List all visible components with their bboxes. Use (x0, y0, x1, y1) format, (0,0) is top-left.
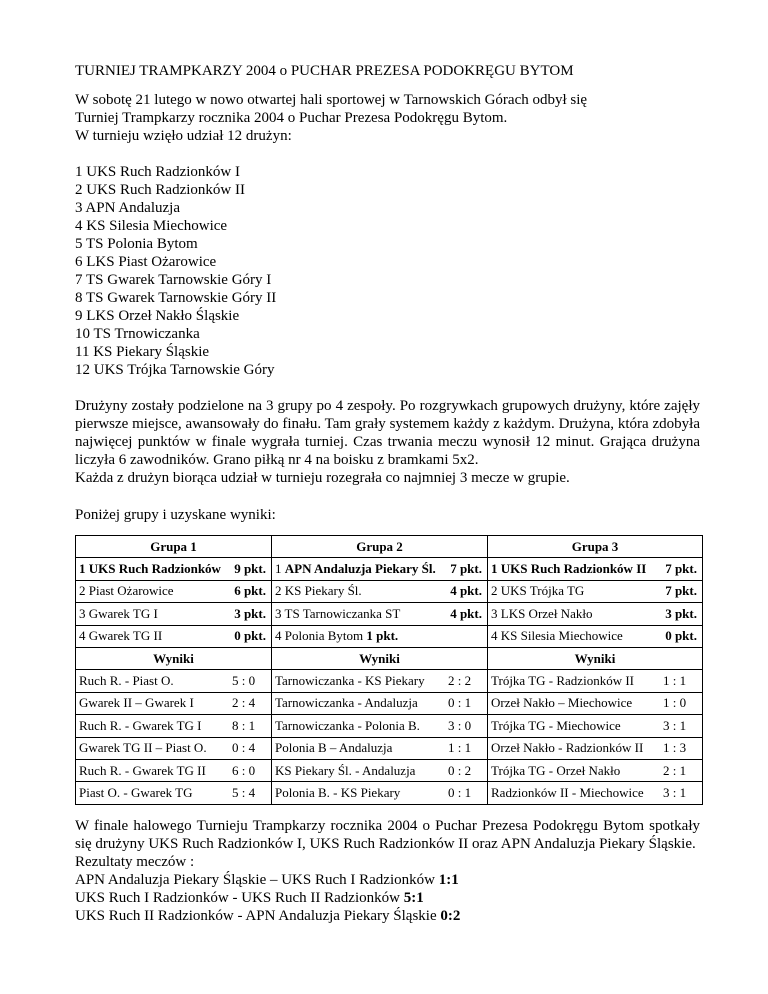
match-name: Piast O. - Gwarek TG (79, 784, 193, 800)
match-score: 0 : 4 (232, 740, 256, 756)
result-entry (491, 785, 699, 801)
result-cell (272, 670, 488, 692)
standings-entry (275, 606, 484, 622)
final-match-score: 0:2 (440, 907, 461, 924)
standings-cell (488, 603, 703, 625)
result-entry (79, 718, 268, 734)
rules-text: Drużyny zostały podzielone na 3 grupy po 4 zespoły. Po rozgrywkach grupowych drużyny, które zajęły pierwsze miejsce, awansowały do finału. Tam grały systemem każdy z każdym. Drużyna, która zdobyła najwięcej punktów w finale wygrała turniej. Czas trwania meczu wynosił 12 minut. Grająca drużyna liczyła 6 zawodników. Grano piłką nr 4 na boisku z bramkami 5x2. (75, 398, 700, 468)
standings-entry (79, 561, 268, 577)
final-match-teams: UKS Ruch II Radzionków - APN Andaluzja Piekary Śląskie (75, 907, 441, 924)
match-name: Gwarek II – Gwarek I (79, 695, 194, 711)
team-list-item: 10 TS Trnowiczanka (75, 326, 200, 342)
standings-entry (491, 606, 699, 622)
final-match-score: 1:1 (438, 871, 459, 888)
result-cell (488, 715, 703, 737)
results-header-row (76, 647, 703, 669)
group-header-row (76, 536, 703, 558)
team-points: 4 pkt. (450, 583, 482, 599)
final-match-score: 5:1 (403, 889, 424, 906)
standings-row (76, 558, 703, 580)
result-entry (275, 763, 484, 779)
match-score: 1 : 0 (663, 695, 687, 711)
result-cell (488, 737, 703, 759)
standings-cell (76, 625, 272, 647)
team-points: 7 pkt. (665, 583, 697, 599)
result-cell (76, 670, 272, 692)
team-name: 2 KS Piekary Śl. (275, 583, 362, 599)
group-header: Grupa 2 (272, 536, 488, 558)
match-score: 3 : 1 (663, 717, 687, 733)
team-list-item: 7 TS Gwarek Tarnowskie Góry I (75, 272, 272, 288)
team-list-item: 5 TS Polonia Bytom (75, 236, 198, 252)
result-row (76, 782, 703, 804)
team-name: APN Andaluzja Piekary Śl. (284, 561, 436, 577)
team-points: 0 pkt. (234, 628, 266, 644)
result-cell (272, 737, 488, 759)
groups-table (75, 535, 703, 805)
result-entry (275, 695, 484, 711)
standings-cell (272, 603, 488, 625)
standings-entry (491, 628, 699, 644)
result-entry (491, 673, 699, 689)
match-name: Orzeł Nakło – Miechowice (491, 695, 633, 711)
final-match-teams: APN Andaluzja Piekary Śląskie – UKS Ruch I Radzionków (75, 871, 439, 888)
result-cell (76, 692, 272, 714)
final-results-title: Rezultaty meczów : (75, 853, 195, 870)
team-points: 7 pkt. (450, 561, 482, 577)
match-score: 2 : 4 (232, 695, 256, 711)
document-title: TURNIEJ TRAMPKARZY 2004 o PUCHAR PREZESA PODOKRĘGU BYTOM (75, 63, 574, 79)
match-score: 5 : 0 (232, 673, 256, 689)
standings-cell (488, 625, 703, 647)
result-row (76, 737, 703, 759)
team-points: 3 pkt. (234, 605, 266, 621)
result-row (76, 692, 703, 714)
standings-entry (79, 606, 268, 622)
result-entry (79, 673, 268, 689)
match-name: Ruch R. - Gwarek TG II (79, 762, 206, 778)
standings-cell (488, 580, 703, 602)
group-header: Grupa 3 (488, 536, 703, 558)
match-name: Tarnowiczanka - Andaluzja (275, 695, 418, 711)
match-name: Tarnowiczanka - Polonia B. (275, 717, 420, 733)
result-cell (272, 782, 488, 804)
match-name: Trójka TG - Radzionków II (491, 673, 634, 689)
intro-line: Turniej Trampkarzy rocznika 2004 o Puchar Prezesa Podokręgu Bytom. (75, 110, 508, 126)
team-list-item: 6 LKS Piast Ożarowice (75, 254, 217, 270)
result-entry (275, 740, 484, 756)
intro-line: W turnieju wzięło udział 12 drużyn: (75, 128, 292, 144)
match-name: Gwarek TG II – Piast O. (79, 740, 207, 756)
standings-entry (491, 561, 699, 577)
result-row (76, 670, 703, 692)
match-name: Radzionków II - Miechowice (491, 784, 644, 800)
result-cell (76, 759, 272, 781)
standings-row (76, 603, 703, 625)
result-cell (488, 782, 703, 804)
team-name: 2 UKS Trójka TG (491, 583, 585, 599)
team-list (75, 163, 700, 379)
match-name: Tarnowiczanka - KS Piekary (275, 673, 425, 689)
team-points: 6 pkt. (234, 583, 266, 599)
team-name: 2 Piast Ożarowice (79, 583, 174, 599)
match-score: 1 : 3 (663, 740, 687, 756)
result-entry (275, 718, 484, 734)
team-name: 3 Gwarek TG I (79, 605, 158, 621)
match-score: 1 : 1 (663, 673, 687, 689)
match-score: 6 : 0 (232, 762, 256, 778)
team-list-item: 3 APN Andaluzja (75, 200, 180, 216)
rules-paragraph (75, 397, 700, 487)
match-score: 1 : 1 (448, 740, 472, 756)
standings-cell (76, 558, 272, 580)
results-header: Wyniki (488, 647, 703, 669)
result-cell (272, 759, 488, 781)
standings-row (76, 625, 703, 647)
match-score: 3 : 1 (663, 784, 687, 800)
standings-cell (272, 580, 488, 602)
match-name: Trójka TG - Miechowice (491, 717, 621, 733)
team-name: 1 UKS Ruch Radzionków (79, 561, 221, 577)
final-match-line (75, 907, 700, 925)
result-entry (79, 785, 268, 801)
team-name: 4 Polonia Bytom 1 pkt. (275, 628, 399, 644)
result-entry (491, 718, 699, 734)
team-name: 3 TS Tarnowiczanka ST (275, 605, 401, 621)
standings-entry (275, 628, 484, 644)
standings-entry (491, 583, 699, 599)
result-cell (76, 715, 272, 737)
match-score: 0 : 2 (448, 762, 472, 778)
match-score: 0 : 1 (448, 695, 472, 711)
standings-cell (272, 625, 488, 647)
team-rank: 1 (275, 561, 285, 577)
result-entry (275, 673, 484, 689)
team-list-item: 12 UKS Trójka Tarnowskie Góry (75, 362, 275, 378)
match-name: Ruch R. - Piast O. (79, 673, 174, 689)
team-points: 3 pkt. (665, 605, 697, 621)
team-name: 4 KS Silesia Miechowice (491, 628, 623, 644)
result-cell (488, 759, 703, 781)
final-match-line (75, 889, 700, 907)
intro-paragraph (75, 91, 700, 145)
result-entry (491, 763, 699, 779)
rules-text-2: Każda z drużyn biorąca udział w turnieju rozegrała co najmniej 3 mecze w grupie. (75, 470, 570, 486)
group-header: Grupa 1 (76, 536, 272, 558)
standings-cell (76, 580, 272, 602)
results-header: Wyniki (272, 647, 488, 669)
match-score: 3 : 0 (448, 717, 472, 733)
result-cell (272, 692, 488, 714)
standings-cell (76, 603, 272, 625)
final-match-line (75, 871, 700, 889)
intro-line: W sobotę 21 lutego w nowo otwartej hali sportowej w Tarnowskich Górach odbył się (75, 92, 588, 108)
match-name: Orzeł Nakło - Radzionków II (491, 740, 644, 756)
team-list-item: 2 UKS Ruch Radzionków II (75, 182, 245, 198)
standings-entry (79, 583, 268, 599)
team-list-item: 9 LKS Orzeł Nakło Śląskie (75, 308, 240, 324)
standings-entry (79, 628, 268, 644)
result-cell (488, 692, 703, 714)
match-score: 8 : 1 (232, 717, 256, 733)
result-entry (491, 695, 699, 711)
standings-row (76, 580, 703, 602)
team-list-item: 11 KS Piekary Śląskie (75, 344, 210, 360)
match-name: Polonia B. - KS Piekary (275, 784, 401, 800)
result-cell (488, 670, 703, 692)
result-cell (76, 782, 272, 804)
team-points: 1 pkt. (366, 628, 399, 644)
team-name: 1 UKS Ruch Radzionków II (491, 561, 647, 577)
result-entry (275, 785, 484, 801)
groups-intro: Poniżej grupy i uzyskane wyniki: (75, 507, 276, 523)
standings-cell (488, 558, 703, 580)
match-score: 2 : 1 (663, 762, 687, 778)
match-name: Polonia B – Andaluzja (275, 740, 393, 756)
match-name: Ruch R. - Gwarek TG I (79, 717, 202, 733)
team-list-item: 4 KS Silesia Miechowice (75, 218, 228, 234)
team-points: 9 pkt. (234, 561, 266, 577)
standings-cell (272, 558, 488, 580)
standings-entry (275, 583, 484, 599)
team-points: 0 pkt. (665, 628, 697, 644)
results-header: Wyniki (76, 647, 272, 669)
final-paragraph: W finale halowego Turnieju Trampkarzy rocznika 2004 o Puchar Prezesa Podokręgu Bytom spotkały się drużyny UKS Ruch Radzionków I, UKS Ruch Radzionków II oraz APN Andaluzja Piekary Śląskie. (75, 817, 700, 852)
match-name: Trójka TG - Orzeł Nakło (491, 762, 621, 778)
result-entry (491, 740, 699, 756)
result-entry (79, 763, 268, 779)
team-name: 4 Gwarek TG II (79, 628, 163, 644)
match-score: 0 : 1 (448, 784, 472, 800)
result-row (76, 715, 703, 737)
team-name: 3 LKS Orzeł Nakło (491, 605, 593, 621)
team-points: 7 pkt. (665, 561, 697, 577)
team-points: 4 pkt. (450, 605, 482, 621)
match-score: 5 : 4 (232, 784, 256, 800)
result-row (76, 759, 703, 781)
match-score: 2 : 2 (448, 673, 472, 689)
document-page (75, 62, 700, 925)
result-entry (79, 695, 268, 711)
result-cell (76, 737, 272, 759)
result-cell (272, 715, 488, 737)
team-list-item: 8 TS Gwarek Tarnowskie Góry II (75, 290, 277, 306)
standings-entry (275, 561, 484, 577)
final-match-teams: UKS Ruch I Radzionków - UKS Ruch II Radzionków (75, 889, 404, 906)
final-matches (75, 871, 700, 925)
team-name (275, 561, 436, 577)
match-name: KS Piekary Śl. - Andaluzja (275, 762, 416, 778)
team-list-item: 1 UKS Ruch Radzionków I (75, 164, 240, 180)
result-entry (79, 740, 268, 756)
